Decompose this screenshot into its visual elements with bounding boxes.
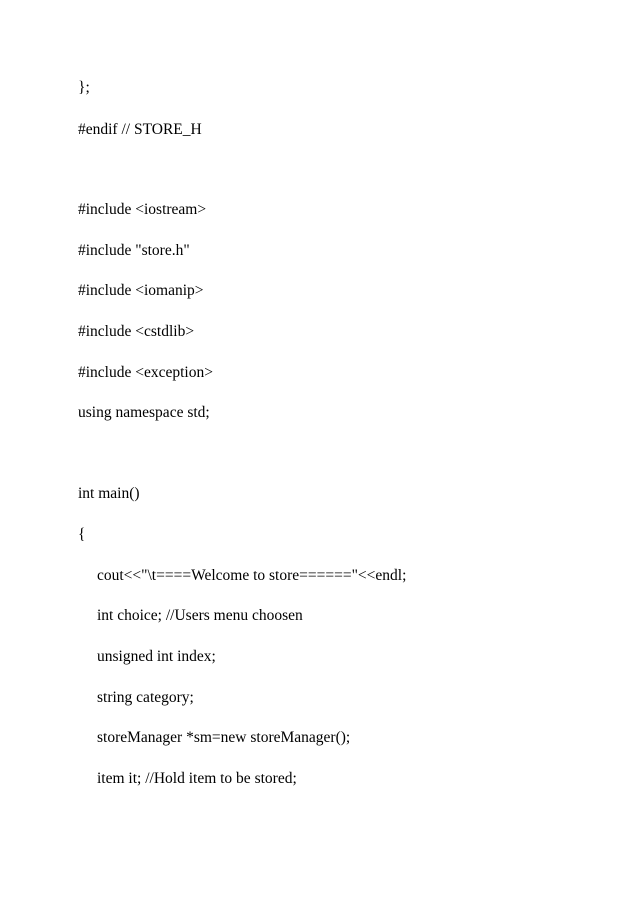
code-line: storeManager *sm=new storeManager();: [97, 729, 351, 746]
code-line: #include <iomanip>: [78, 282, 204, 299]
code-line: int main(): [78, 485, 140, 502]
code-line: {: [78, 526, 86, 543]
code-line: cout<<"\t====Welcome to store======"<<endl;: [97, 567, 407, 584]
code-line: #include <exception>: [78, 364, 213, 381]
code-line: };: [78, 79, 90, 96]
code-line: #include <iostream>: [78, 201, 207, 218]
code-line: string category;: [97, 689, 194, 706]
code-line: using namespace std;: [78, 404, 210, 421]
code-line: int choice; //Users menu choosen: [97, 607, 303, 624]
code-line: item it; //Hold item to be stored;: [97, 770, 297, 787]
code-line: #include <cstdlib>: [78, 323, 195, 340]
code-line: #endif // STORE_H: [78, 121, 202, 138]
code-line: unsigned int index;: [97, 648, 216, 665]
code-line: #include "store.h": [78, 242, 190, 259]
